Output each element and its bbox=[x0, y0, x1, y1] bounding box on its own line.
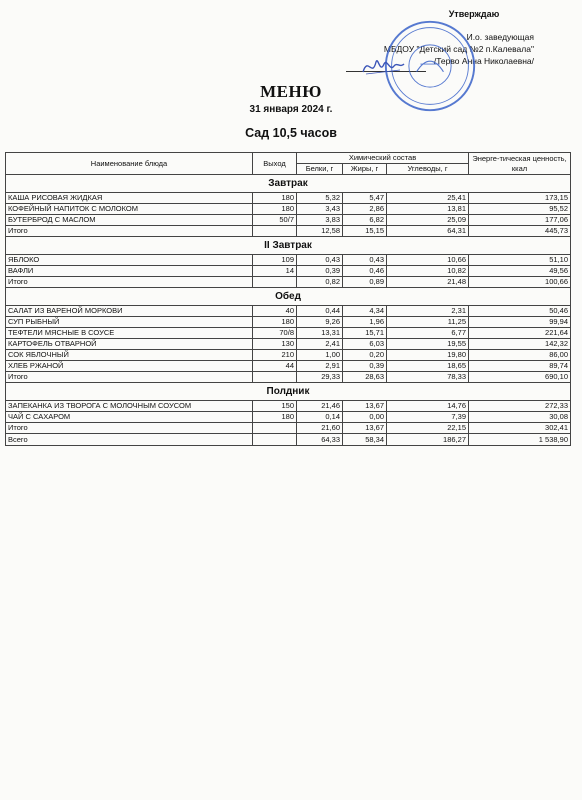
dish-protein: 21,46 bbox=[297, 401, 343, 412]
dish-output: 180 bbox=[253, 412, 297, 423]
section-title: Полдник bbox=[6, 383, 571, 401]
dish-protein: 3,83 bbox=[297, 215, 343, 226]
approval-person: /Терво Анна Николаевна/ bbox=[433, 56, 534, 66]
dish-name: КОФЕЙНЫЙ НАПИТОК С МОЛОКОМ bbox=[6, 204, 253, 215]
dish-name: БУТЕРБРОД С МАСЛОМ bbox=[6, 215, 253, 226]
grand-total-label: Всего bbox=[6, 434, 253, 446]
header-dish-name: Наименование блюда bbox=[6, 153, 253, 175]
handwritten-signature bbox=[360, 52, 406, 80]
grand-total-kcal: 1 538,90 bbox=[469, 434, 571, 446]
dish-protein: 0,43 bbox=[297, 255, 343, 266]
total-protein: 0,82 bbox=[297, 277, 343, 288]
header-energy: Энерге-тическая ценность, ккал bbox=[469, 153, 571, 175]
approval-title: Утверждаю bbox=[448, 9, 500, 19]
header-protein: Белки, г bbox=[297, 164, 343, 175]
dish-fat: 6,03 bbox=[343, 339, 387, 350]
menu-subtitle: Сад 10,5 часов bbox=[245, 126, 337, 140]
total-protein: 29,33 bbox=[297, 372, 343, 383]
header-chem-composition: Химический состав bbox=[297, 153, 469, 164]
dish-output: 14 bbox=[253, 266, 297, 277]
total-output bbox=[253, 423, 297, 434]
dish-fat: 0,20 bbox=[343, 350, 387, 361]
dish-fat: 4,34 bbox=[343, 306, 387, 317]
total-protein: 21,60 bbox=[297, 423, 343, 434]
grand-total-output bbox=[253, 434, 297, 446]
dish-name: СОК ЯБЛОЧНЫЙ bbox=[6, 350, 253, 361]
header-carbs: Углеводы, г bbox=[387, 164, 469, 175]
dish-name: ХЛЕБ РЖАНОЙ bbox=[6, 361, 253, 372]
total-fat: 15,15 bbox=[343, 226, 387, 237]
total-row bbox=[6, 423, 571, 434]
dish-carbs: 10,82 bbox=[387, 266, 469, 277]
section-title: Завтрак bbox=[6, 175, 571, 193]
total-kcal: 690,10 bbox=[469, 372, 571, 383]
table-row bbox=[6, 339, 571, 350]
total-row bbox=[6, 277, 571, 288]
table-row bbox=[6, 361, 571, 372]
dish-name: КАША РИСОВАЯ ЖИДКАЯ bbox=[6, 193, 253, 204]
dish-kcal: 142,32 bbox=[469, 339, 571, 350]
total-label: Итого bbox=[6, 277, 253, 288]
table-row bbox=[6, 266, 571, 277]
dish-output: 44 bbox=[253, 361, 297, 372]
dish-protein: 9,26 bbox=[297, 317, 343, 328]
dish-carbs: 13,81 bbox=[387, 204, 469, 215]
dish-fat: 0,00 bbox=[343, 412, 387, 423]
dish-carbs: 14,76 bbox=[387, 401, 469, 412]
dish-carbs: 18,65 bbox=[387, 361, 469, 372]
total-carbs: 64,31 bbox=[387, 226, 469, 237]
dish-carbs: 6,77 bbox=[387, 328, 469, 339]
dish-fat: 5,47 bbox=[343, 193, 387, 204]
total-fat: 13,67 bbox=[343, 423, 387, 434]
header-output: Выход bbox=[253, 153, 297, 175]
approval-organization: МБДОУ "Детский сад №2 п.Калевала" bbox=[383, 44, 534, 54]
total-row bbox=[6, 226, 571, 237]
total-fat: 28,63 bbox=[343, 372, 387, 383]
dish-kcal: 49,56 bbox=[469, 266, 571, 277]
table-row bbox=[6, 215, 571, 226]
dish-fat: 6,82 bbox=[343, 215, 387, 226]
dish-protein: 3,43 bbox=[297, 204, 343, 215]
dish-name: СУП РЫБНЫЙ bbox=[6, 317, 253, 328]
total-output bbox=[253, 226, 297, 237]
dish-protein: 13,31 bbox=[297, 328, 343, 339]
table-row bbox=[6, 255, 571, 266]
table-row bbox=[6, 193, 571, 204]
total-protein: 12,58 bbox=[297, 226, 343, 237]
grand-total-row bbox=[6, 434, 571, 446]
dish-fat: 2,86 bbox=[343, 204, 387, 215]
dish-protein: 5,32 bbox=[297, 193, 343, 204]
section-title: Обед bbox=[6, 288, 571, 306]
dish-carbs: 19,80 bbox=[387, 350, 469, 361]
dish-output: 109 bbox=[253, 255, 297, 266]
dish-output: 50/7 bbox=[253, 215, 297, 226]
menu-date: 31 января 2024 г. bbox=[249, 104, 333, 115]
dish-carbs: 2,31 bbox=[387, 306, 469, 317]
total-carbs: 78,33 bbox=[387, 372, 469, 383]
table-row bbox=[6, 350, 571, 361]
dish-kcal: 272,33 bbox=[469, 401, 571, 412]
grand-total-fat: 58,34 bbox=[343, 434, 387, 446]
dish-fat: 1,96 bbox=[343, 317, 387, 328]
dish-fat: 15,71 bbox=[343, 328, 387, 339]
total-kcal: 302,41 bbox=[469, 423, 571, 434]
dish-protein: 0,39 bbox=[297, 266, 343, 277]
total-carbs: 22,15 bbox=[387, 423, 469, 434]
dish-name: ЗАПЕКАНКА ИЗ ТВОРОГА С МОЛОЧНЫМ СОУСОМ bbox=[6, 401, 253, 412]
section-title: II Завтрак bbox=[6, 237, 571, 255]
dish-output: 150 bbox=[253, 401, 297, 412]
dish-fat: 0,46 bbox=[343, 266, 387, 277]
dish-kcal: 221,64 bbox=[469, 328, 571, 339]
total-fat: 0,89 bbox=[343, 277, 387, 288]
page-title: МЕНЮ bbox=[260, 82, 322, 101]
dish-name: КАРТОФЕЛЬ ОТВАРНОЙ bbox=[6, 339, 253, 350]
dish-name: ЯБЛОКО bbox=[6, 255, 253, 266]
dish-fat: 0,43 bbox=[343, 255, 387, 266]
header-fat: Жиры, г bbox=[343, 164, 387, 175]
dish-carbs: 25,09 bbox=[387, 215, 469, 226]
table-row bbox=[6, 317, 571, 328]
dish-kcal: 173,15 bbox=[469, 193, 571, 204]
table-row bbox=[6, 306, 571, 317]
menu-table bbox=[5, 152, 571, 446]
total-carbs: 21,48 bbox=[387, 277, 469, 288]
table-row bbox=[6, 328, 571, 339]
dish-kcal: 30,08 bbox=[469, 412, 571, 423]
total-output bbox=[253, 372, 297, 383]
dish-fat: 13,67 bbox=[343, 401, 387, 412]
grand-total-protein: 64,33 bbox=[297, 434, 343, 446]
dish-name: ТЕФТЕЛИ МЯСНЫЕ В СОУСЕ bbox=[6, 328, 253, 339]
dish-kcal: 51,10 bbox=[469, 255, 571, 266]
dish-output: 180 bbox=[253, 317, 297, 328]
dish-carbs: 25,41 bbox=[387, 193, 469, 204]
dish-carbs: 19,55 bbox=[387, 339, 469, 350]
grand-total-carbs: 186,27 bbox=[387, 434, 469, 446]
table-row bbox=[6, 412, 571, 423]
dish-kcal: 95,52 bbox=[469, 204, 571, 215]
total-kcal: 445,73 bbox=[469, 226, 571, 237]
total-output bbox=[253, 277, 297, 288]
dish-output: 210 bbox=[253, 350, 297, 361]
dish-output: 180 bbox=[253, 204, 297, 215]
dish-kcal: 177,06 bbox=[469, 215, 571, 226]
table-row bbox=[6, 204, 571, 215]
dish-name: ЧАЙ С САХАРОМ bbox=[6, 412, 253, 423]
dish-protein: 2,91 bbox=[297, 361, 343, 372]
dish-name: ВАФЛИ bbox=[6, 266, 253, 277]
dish-protein: 0,44 bbox=[297, 306, 343, 317]
dish-name: САЛАТ ИЗ ВАРЕНОЙ МОРКОВИ bbox=[6, 306, 253, 317]
dish-kcal: 99,94 bbox=[469, 317, 571, 328]
dish-protein: 1,00 bbox=[297, 350, 343, 361]
dish-output: 130 bbox=[253, 339, 297, 350]
dish-output: 70/8 bbox=[253, 328, 297, 339]
dish-carbs: 10,66 bbox=[387, 255, 469, 266]
dish-protein: 2,41 bbox=[297, 339, 343, 350]
total-label: Итого bbox=[6, 423, 253, 434]
dish-carbs: 7,39 bbox=[387, 412, 469, 423]
dish-output: 180 bbox=[253, 193, 297, 204]
dish-fat: 0,39 bbox=[343, 361, 387, 372]
total-label: Итого bbox=[6, 226, 253, 237]
table-row bbox=[6, 401, 571, 412]
total-label: Итого bbox=[6, 372, 253, 383]
total-kcal: 100,66 bbox=[469, 277, 571, 288]
dish-output: 40 bbox=[253, 306, 297, 317]
dish-kcal: 89,74 bbox=[469, 361, 571, 372]
total-row bbox=[6, 372, 571, 383]
dish-carbs: 11,25 bbox=[387, 317, 469, 328]
dish-protein: 0,14 bbox=[297, 412, 343, 423]
dish-kcal: 50,46 bbox=[469, 306, 571, 317]
dish-kcal: 86,00 bbox=[469, 350, 571, 361]
approval-position: И.о. заведующая bbox=[466, 32, 534, 42]
